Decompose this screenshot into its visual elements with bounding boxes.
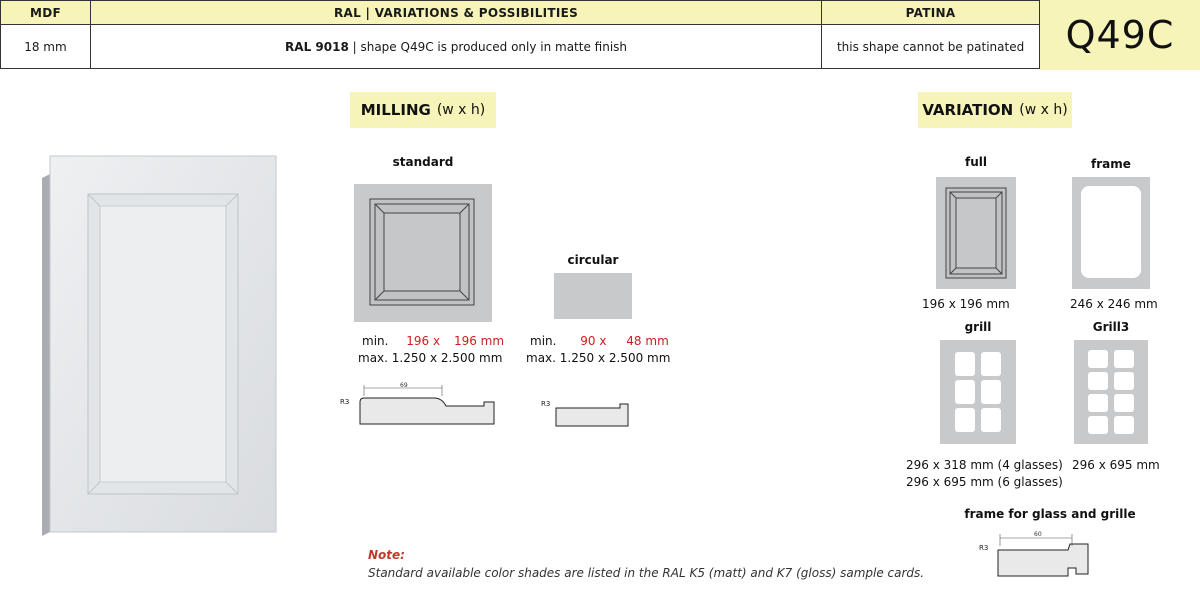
- full-label: full: [965, 155, 987, 169]
- frame-glass-profile-dim: 60: [1034, 531, 1042, 538]
- ral-code: RAL 9018: [285, 39, 349, 54]
- grill3-size: 296 x 695 mm: [1072, 458, 1160, 472]
- circular-milling-thumbnail: [554, 273, 632, 319]
- frame-label: frame: [1091, 157, 1131, 171]
- milling-title: MILLING: [360, 101, 431, 119]
- grill-label: grill: [964, 320, 992, 334]
- milling-badge: [350, 92, 496, 128]
- frame-variation-thumbnail: [1072, 177, 1150, 289]
- grill-variation-thumbnail: [940, 340, 1016, 444]
- standard-label: standard: [392, 155, 454, 169]
- standard-min-width: 196 x: [406, 334, 441, 348]
- standard-milling-thumbnail: [354, 184, 492, 322]
- circular-min-prefix: min.: [530, 334, 557, 348]
- circular-min-line: [530, 334, 669, 348]
- ral-description: | shape Q49C is produced only in matte finish: [348, 39, 628, 54]
- frame-glass-profile-radius: R3: [979, 544, 989, 552]
- circular-min-height: 48 mm: [626, 334, 669, 348]
- note-title: Note:: [368, 548, 405, 562]
- standard-min-line: [362, 334, 504, 348]
- variation-title: VARIATION: [922, 101, 1014, 119]
- patina-header: PATINA: [822, 1, 1040, 25]
- grill3-variation-thumbnail: [1074, 340, 1148, 444]
- standard-profile-drawing: [338, 380, 498, 432]
- door-front-image: [36, 150, 288, 540]
- frame-size: 246 x 246 mm: [1070, 297, 1158, 311]
- frame-glass-profile-drawing: [976, 524, 1100, 582]
- variation-dim: (w x h): [1019, 102, 1068, 118]
- note-text: Standard available color shades are listed in the RAL K5 (matt) and K7 (gloss) sample cards.: [368, 566, 925, 580]
- circular-min-width: 90 x: [580, 334, 607, 348]
- standard-min-prefix: min.: [362, 334, 389, 348]
- variation-badge: [918, 92, 1072, 128]
- ral-header: RAL | VARIATIONS & POSSIBILITIES: [90, 1, 821, 25]
- standard-profile-radius: R3: [340, 398, 350, 406]
- circular-label: circular: [567, 253, 619, 267]
- grill3-label: Grill3: [1092, 320, 1130, 334]
- standard-max: max. 1.250 x 2.500 mm: [358, 351, 503, 365]
- mdf-header: MDF: [1, 1, 91, 25]
- mdf-value: 18 mm: [1, 25, 91, 69]
- circular-profile-drawing: [540, 396, 632, 432]
- milling-dim: (w x h): [436, 102, 486, 118]
- grill-size-1: 296 x 318 mm (4 glasses): [906, 458, 1063, 472]
- standard-profile-dim: 69: [400, 382, 408, 389]
- full-variation-thumbnail: [936, 177, 1016, 289]
- full-size: 196 x 196 mm: [922, 297, 1010, 311]
- standard-min-height: 196 mm: [453, 334, 505, 348]
- frame-glass-label: frame for glass and grille: [964, 507, 1136, 521]
- spec-table: [0, 0, 1040, 69]
- grill-size-2: 296 x 695 mm (6 glasses): [906, 475, 1063, 489]
- circular-profile-radius: R3: [541, 400, 551, 408]
- patina-value: this shape cannot be patinated: [822, 25, 1040, 69]
- circular-max: max. 1.250 x 2.500 mm: [526, 351, 671, 365]
- ral-value: [90, 25, 821, 69]
- product-code: Q49C: [1040, 0, 1200, 70]
